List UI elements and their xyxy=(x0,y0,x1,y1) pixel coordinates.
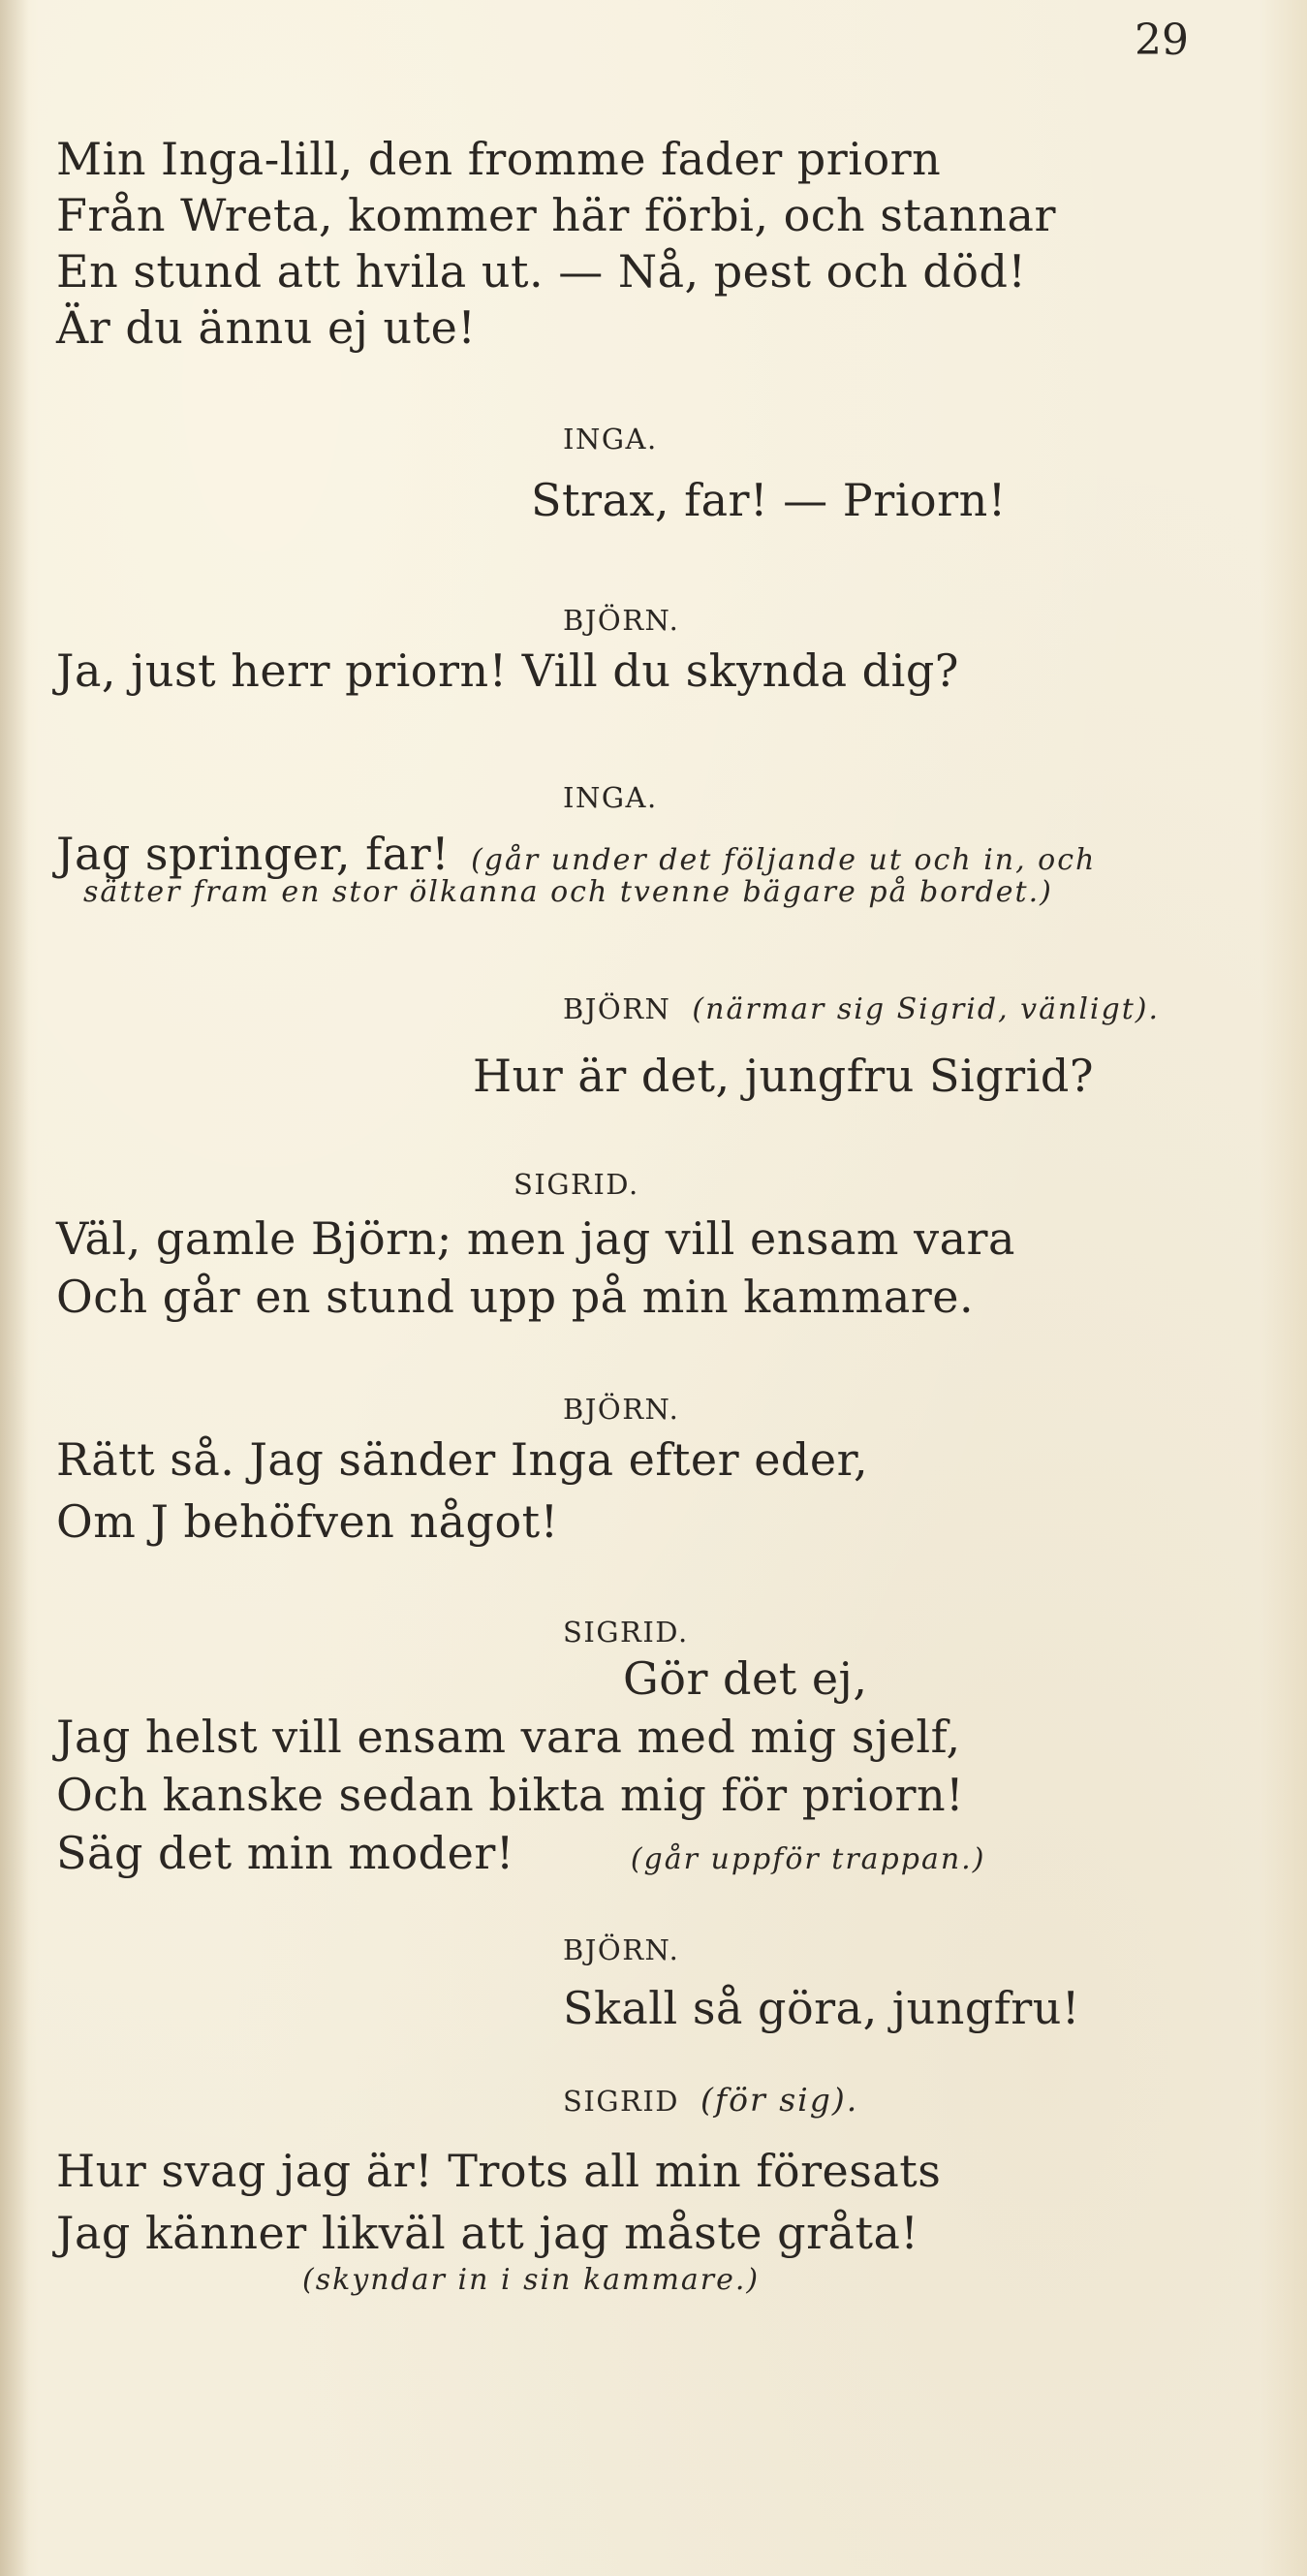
stage-direction: (går uppför trappan.) xyxy=(630,1842,986,1876)
verse-line: Om J behöfven något! xyxy=(56,1495,559,1548)
stage-direction: (för sig). xyxy=(700,2081,859,2119)
verse-line: Strax, far! — Priorn! xyxy=(531,474,1007,526)
verse-line: Ja, just herr priorn! Vill du skynda dig? xyxy=(56,644,959,697)
verse-line xyxy=(56,1826,985,1880)
verse-line: Hur är det, jungfru Sigrid? xyxy=(473,1050,1094,1102)
page-number: 29 xyxy=(1135,16,1189,65)
speaker-name: BJÖRN. xyxy=(563,604,680,637)
verse-text: Säg det min moder! xyxy=(56,1827,514,1879)
verse-line: Gör det ej, xyxy=(623,1652,868,1705)
verse-line: Är du ännu ej ute! xyxy=(56,301,477,354)
verse-line: En stund att hvila ut. — Nå, pest och död! xyxy=(56,245,1027,298)
verse-line: Och går en stund upp på min kammare. xyxy=(56,1271,975,1323)
speaker-line xyxy=(563,990,1160,1030)
verse-line: Från Wreta, kommer här förbi, och stannar xyxy=(56,189,1056,241)
speaker-name: INGA. xyxy=(563,781,658,814)
speaker-name: SIGRID. xyxy=(513,1168,639,1201)
verse-line: Skall så göra, jungfru! xyxy=(563,1982,1080,2034)
verse-line: Jag känner likväl att jag måste gråta! xyxy=(56,2207,919,2259)
speaker-name: BJÖRN. xyxy=(563,1933,680,1966)
speaker-name: BJÖRN xyxy=(563,992,671,1025)
speaker-name: BJÖRN. xyxy=(563,1393,680,1426)
verse-line: Min Inga-lill, den fromme fader priorn xyxy=(56,133,942,185)
speaker-name: SIGRID xyxy=(563,2085,680,2118)
stage-direction: sätter fram en stor ölkanna och tvenne bägare på bordet.) xyxy=(83,875,1053,909)
stage-direction: (går under det följande ut och in, och xyxy=(471,843,1097,877)
verse-line: Och kanske sedan bikta mig för priorn! xyxy=(56,1769,965,1821)
stage-direction: (skyndar in i sin kammare.) xyxy=(302,2263,761,2297)
speaker-line xyxy=(563,2080,858,2120)
speaker-name: SIGRID. xyxy=(563,1616,689,1649)
verse-line: Hur svag jag är! Trots all min föresats xyxy=(56,2145,942,2197)
verse-text: Jag springer, far! xyxy=(56,828,451,880)
verse-line: Jag helst vill ensam vara med mig sjelf, xyxy=(56,1711,961,1763)
stage-direction: (närmar sig Sigrid, vänligt). xyxy=(692,992,1161,1026)
verse-line: Väl, gamle Björn; men jag vill ensam vara xyxy=(56,1212,1015,1265)
speaker-name: INGA. xyxy=(563,423,658,456)
verse-line: Rätt så. Jag sänder Inga efter eder, xyxy=(56,1433,869,1486)
